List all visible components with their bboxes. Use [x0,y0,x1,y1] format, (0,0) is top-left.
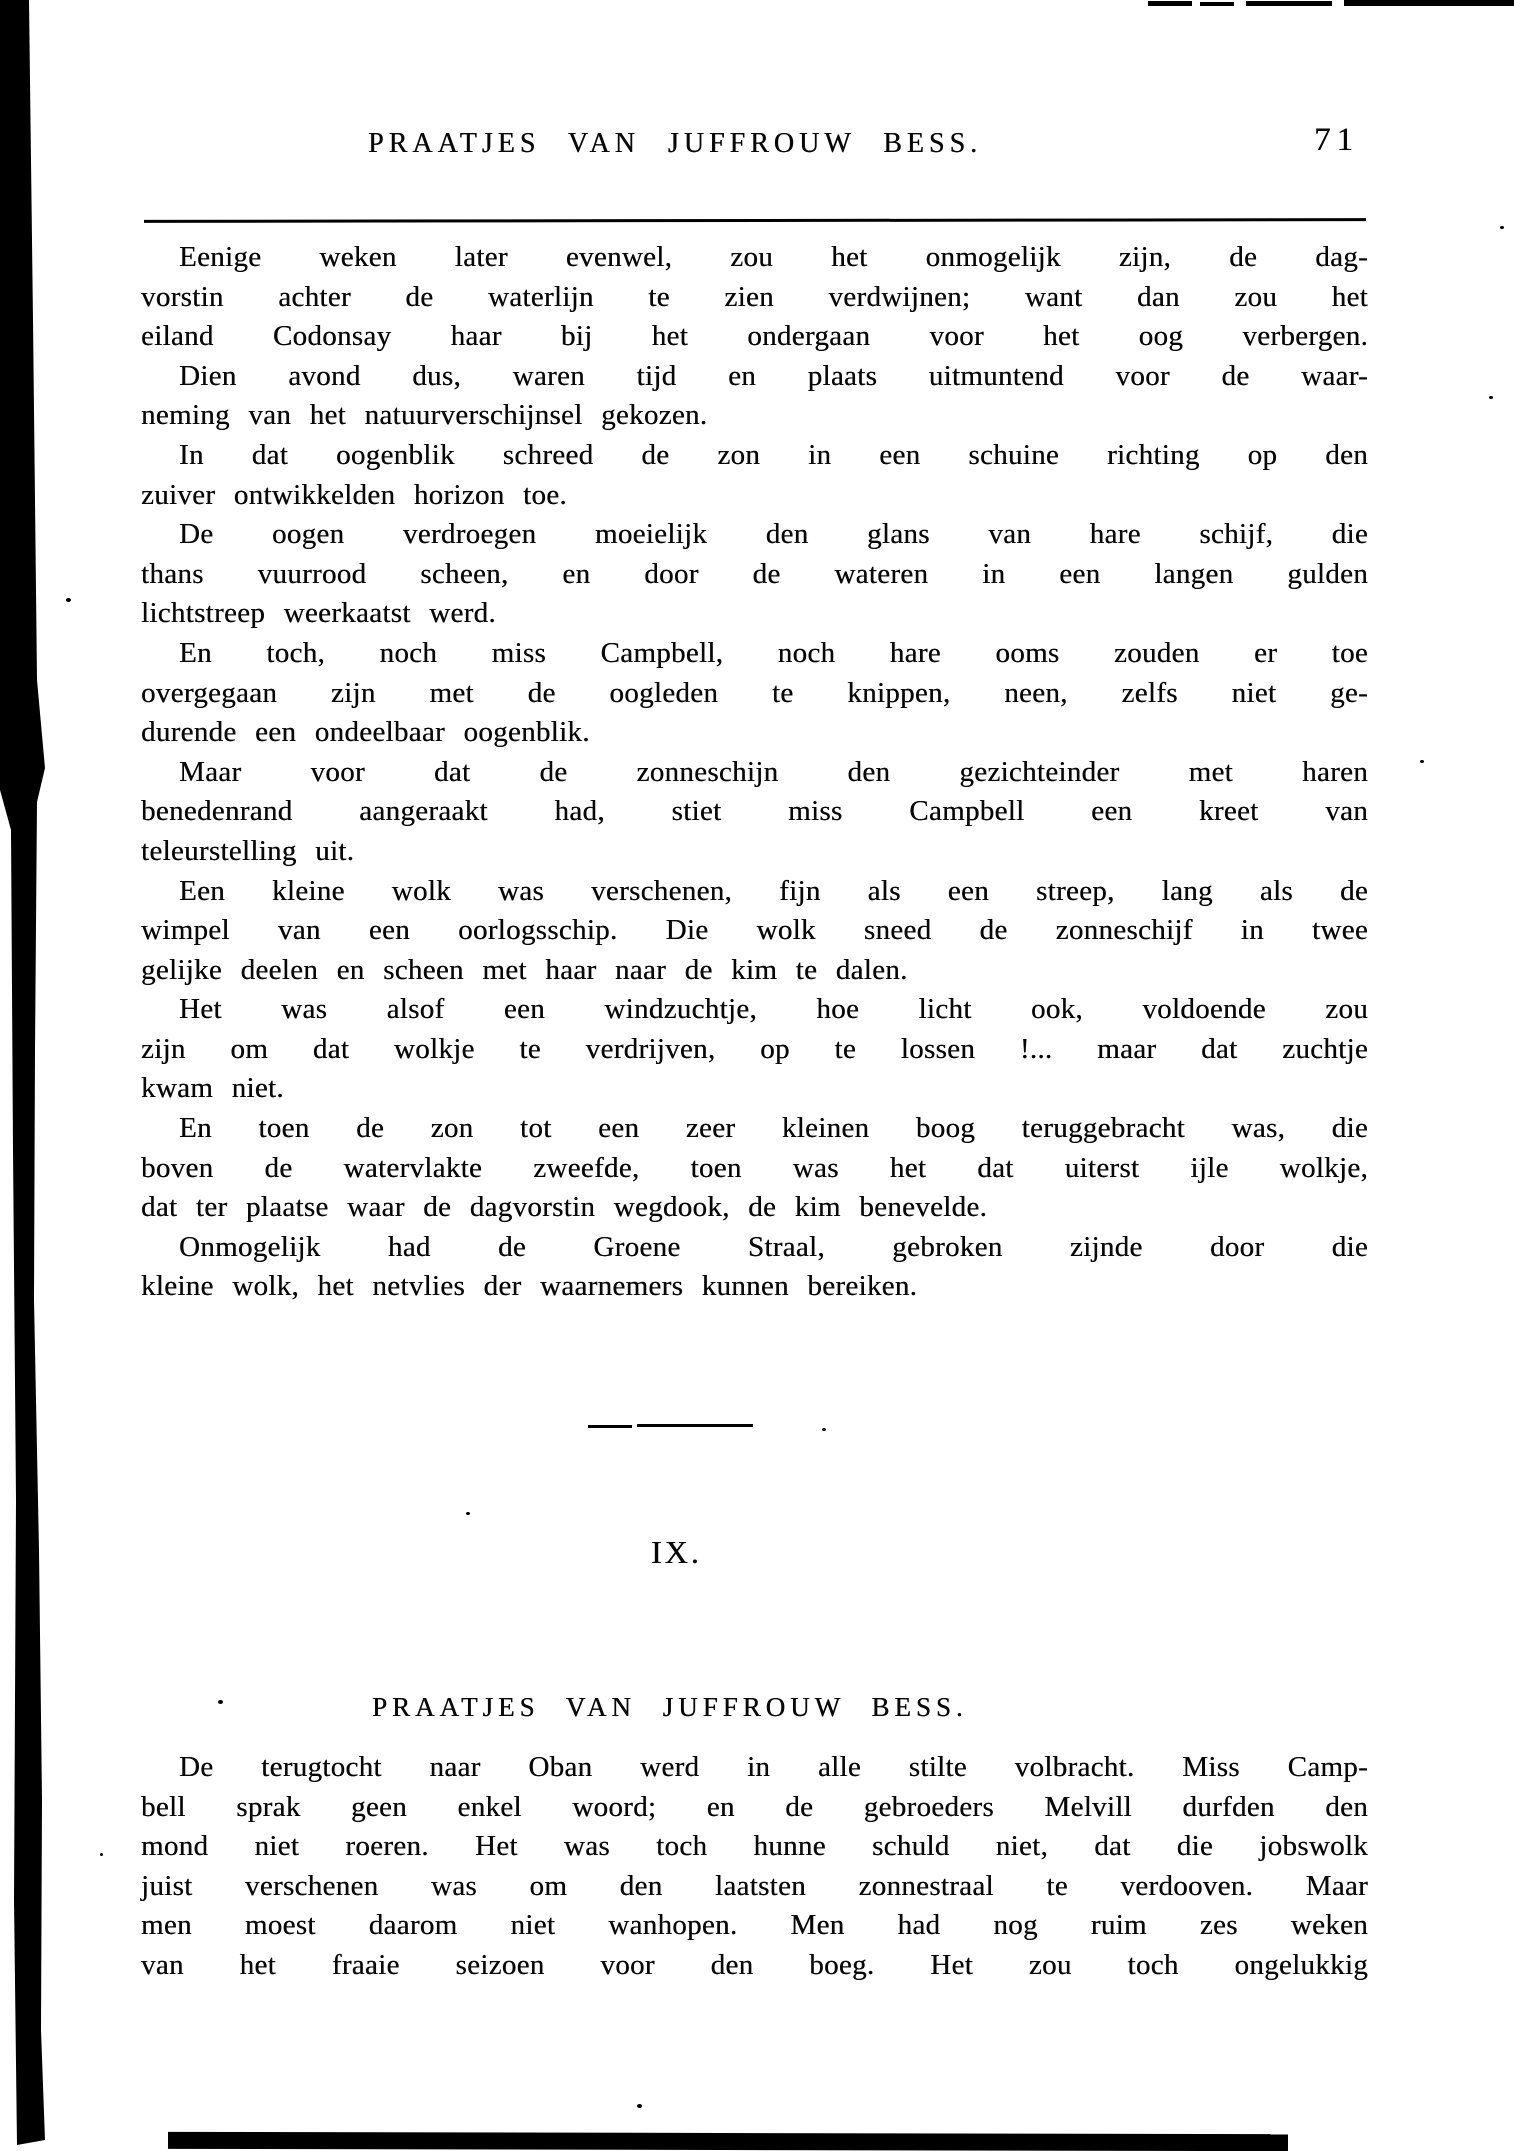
text-line: durende een ondeelbaar oogenblik. [141,716,590,749]
text-line: kleine wolk, het netvlies der waarnemers kunnen bereiken. [141,1270,918,1303]
text-line: lichtstreep weerkaatst werd. [141,597,496,630]
section-divider [637,1424,753,1427]
text-line: De oogen verdroegen moeielijk den glans van hare schijf, die [179,518,1368,551]
page-number: 71 [1314,122,1359,158]
text-line: In dat oogenblik schreed de zon in een schuine richting op den [179,438,1368,471]
text-line: teleurstelling uit. [141,834,355,867]
scan-speck [637,2104,642,2108]
text-line: boven de watervlakte zweefde, toen was het dat uiterst ijle wolkje, [141,1151,1368,1184]
text-line: zuiver ontwikkelden horizon toe. [141,478,567,511]
text-line: eiland Codonsay haar bij het ondergaan voor het oog verbergen. [141,320,1368,353]
section-divider [588,1425,632,1428]
text-line: gelijke deelen en scheen met haar naar de kim te dalen. [141,953,908,986]
text-line: bell sprak geen enkel woord; en de gebroeders Melvill durfden den [141,1790,1368,1823]
scan-edge-shadow [0,0,50,2151]
body-text-section-2 [141,1748,1368,1986]
text-line: Eenige weken later evenwel, zou het onmogelijk zijn, de dag- [179,241,1368,273]
scan-speck [66,598,71,602]
text-line: van het fraaie seizoen voor den boeg. Het zou toch ongelukkig [141,1948,1368,1981]
text-line: neming van het natuurverschijnsel gekozen. [141,399,708,432]
scan-speck [100,1853,103,1856]
text-line: benedenrand aangeraakt had, stiet miss Campbell een kreet van [141,795,1368,828]
body-text-section-1 [141,238,1368,1307]
text-line: vorstin achter de waterlijn te zien verdwijnen; want dan zou het [141,280,1368,313]
scan-top-dash [1148,1,1192,6]
scan-speck [218,1700,223,1704]
text-line: zijn om dat wolkje te verdrijven, op te lossen !... maar dat zuchtje [141,1032,1368,1065]
text-line: Onmogelijk had de Groene Straal, gebroken zijnde door die [179,1230,1368,1263]
header-rule [144,218,1366,223]
text-line: wimpel van een oorlogsschip. Die wolk sneed de zonneschijf in twee [141,914,1368,947]
text-line: juist verschenen was om den laatsten zonnestraal te verdooven. Maar [141,1869,1368,1902]
text-line: thans vuurrood scheen, en door de wateren in een langen gulden [141,557,1368,590]
text-line: mond niet roeren. Het was toch hunne schuld niet, dat die jobswolk [141,1830,1368,1863]
scan-bottom-bar [168,2132,1288,2151]
text-line: dat ter plaatse waar de dagvorstin wegdook, de kim benevelde. [141,1191,988,1224]
text-line: Het was alsof een windzuchtje, hoe licht ook, voldoende zou [179,993,1368,1026]
text-line: De terugtocht naar Oban werd in alle stilte volbracht. Miss Camp- [179,1751,1368,1783]
scan-speck [822,1428,826,1431]
scan-top-dash [1344,0,1514,6]
scan-speck [1420,760,1424,763]
chapter-title: PRAATJES VAN JUFFROUW BESS. [372,1692,968,1722]
text-line: Een kleine wolk was verschenen, fijn als een streep, lang als de [179,874,1368,907]
scan-speck [466,1512,470,1515]
text-line: Dien avond dus, waren tijd en plaats uitmuntend voor de waar- [179,359,1368,392]
chapter-number: IX. [651,1534,702,1570]
scan-speck [1500,226,1504,229]
scan-top-dash [1246,1,1332,6]
text-line: men moest daarom niet wanhopen. Men had nog ruim zes weken [141,1909,1368,1942]
text-line: En toch, noch miss Campbell, noch hare ooms zouden er toe [179,636,1368,669]
text-line: kwam niet. [141,1072,284,1105]
scan-top-dash [1200,2,1234,6]
text-line: En toen de zon tot een zeer kleinen boog teruggebracht was, die [179,1112,1368,1145]
running-header: PRAATJES VAN JUFFROUW BESS. [368,128,983,159]
text-line: overgegaan zijn met de oogleden te knippen, neen, zelfs niet ge- [141,676,1368,709]
text-line: Maar voor dat de zonneschijn den gezichteinder met haren [179,755,1368,788]
scan-speck [1489,396,1493,399]
